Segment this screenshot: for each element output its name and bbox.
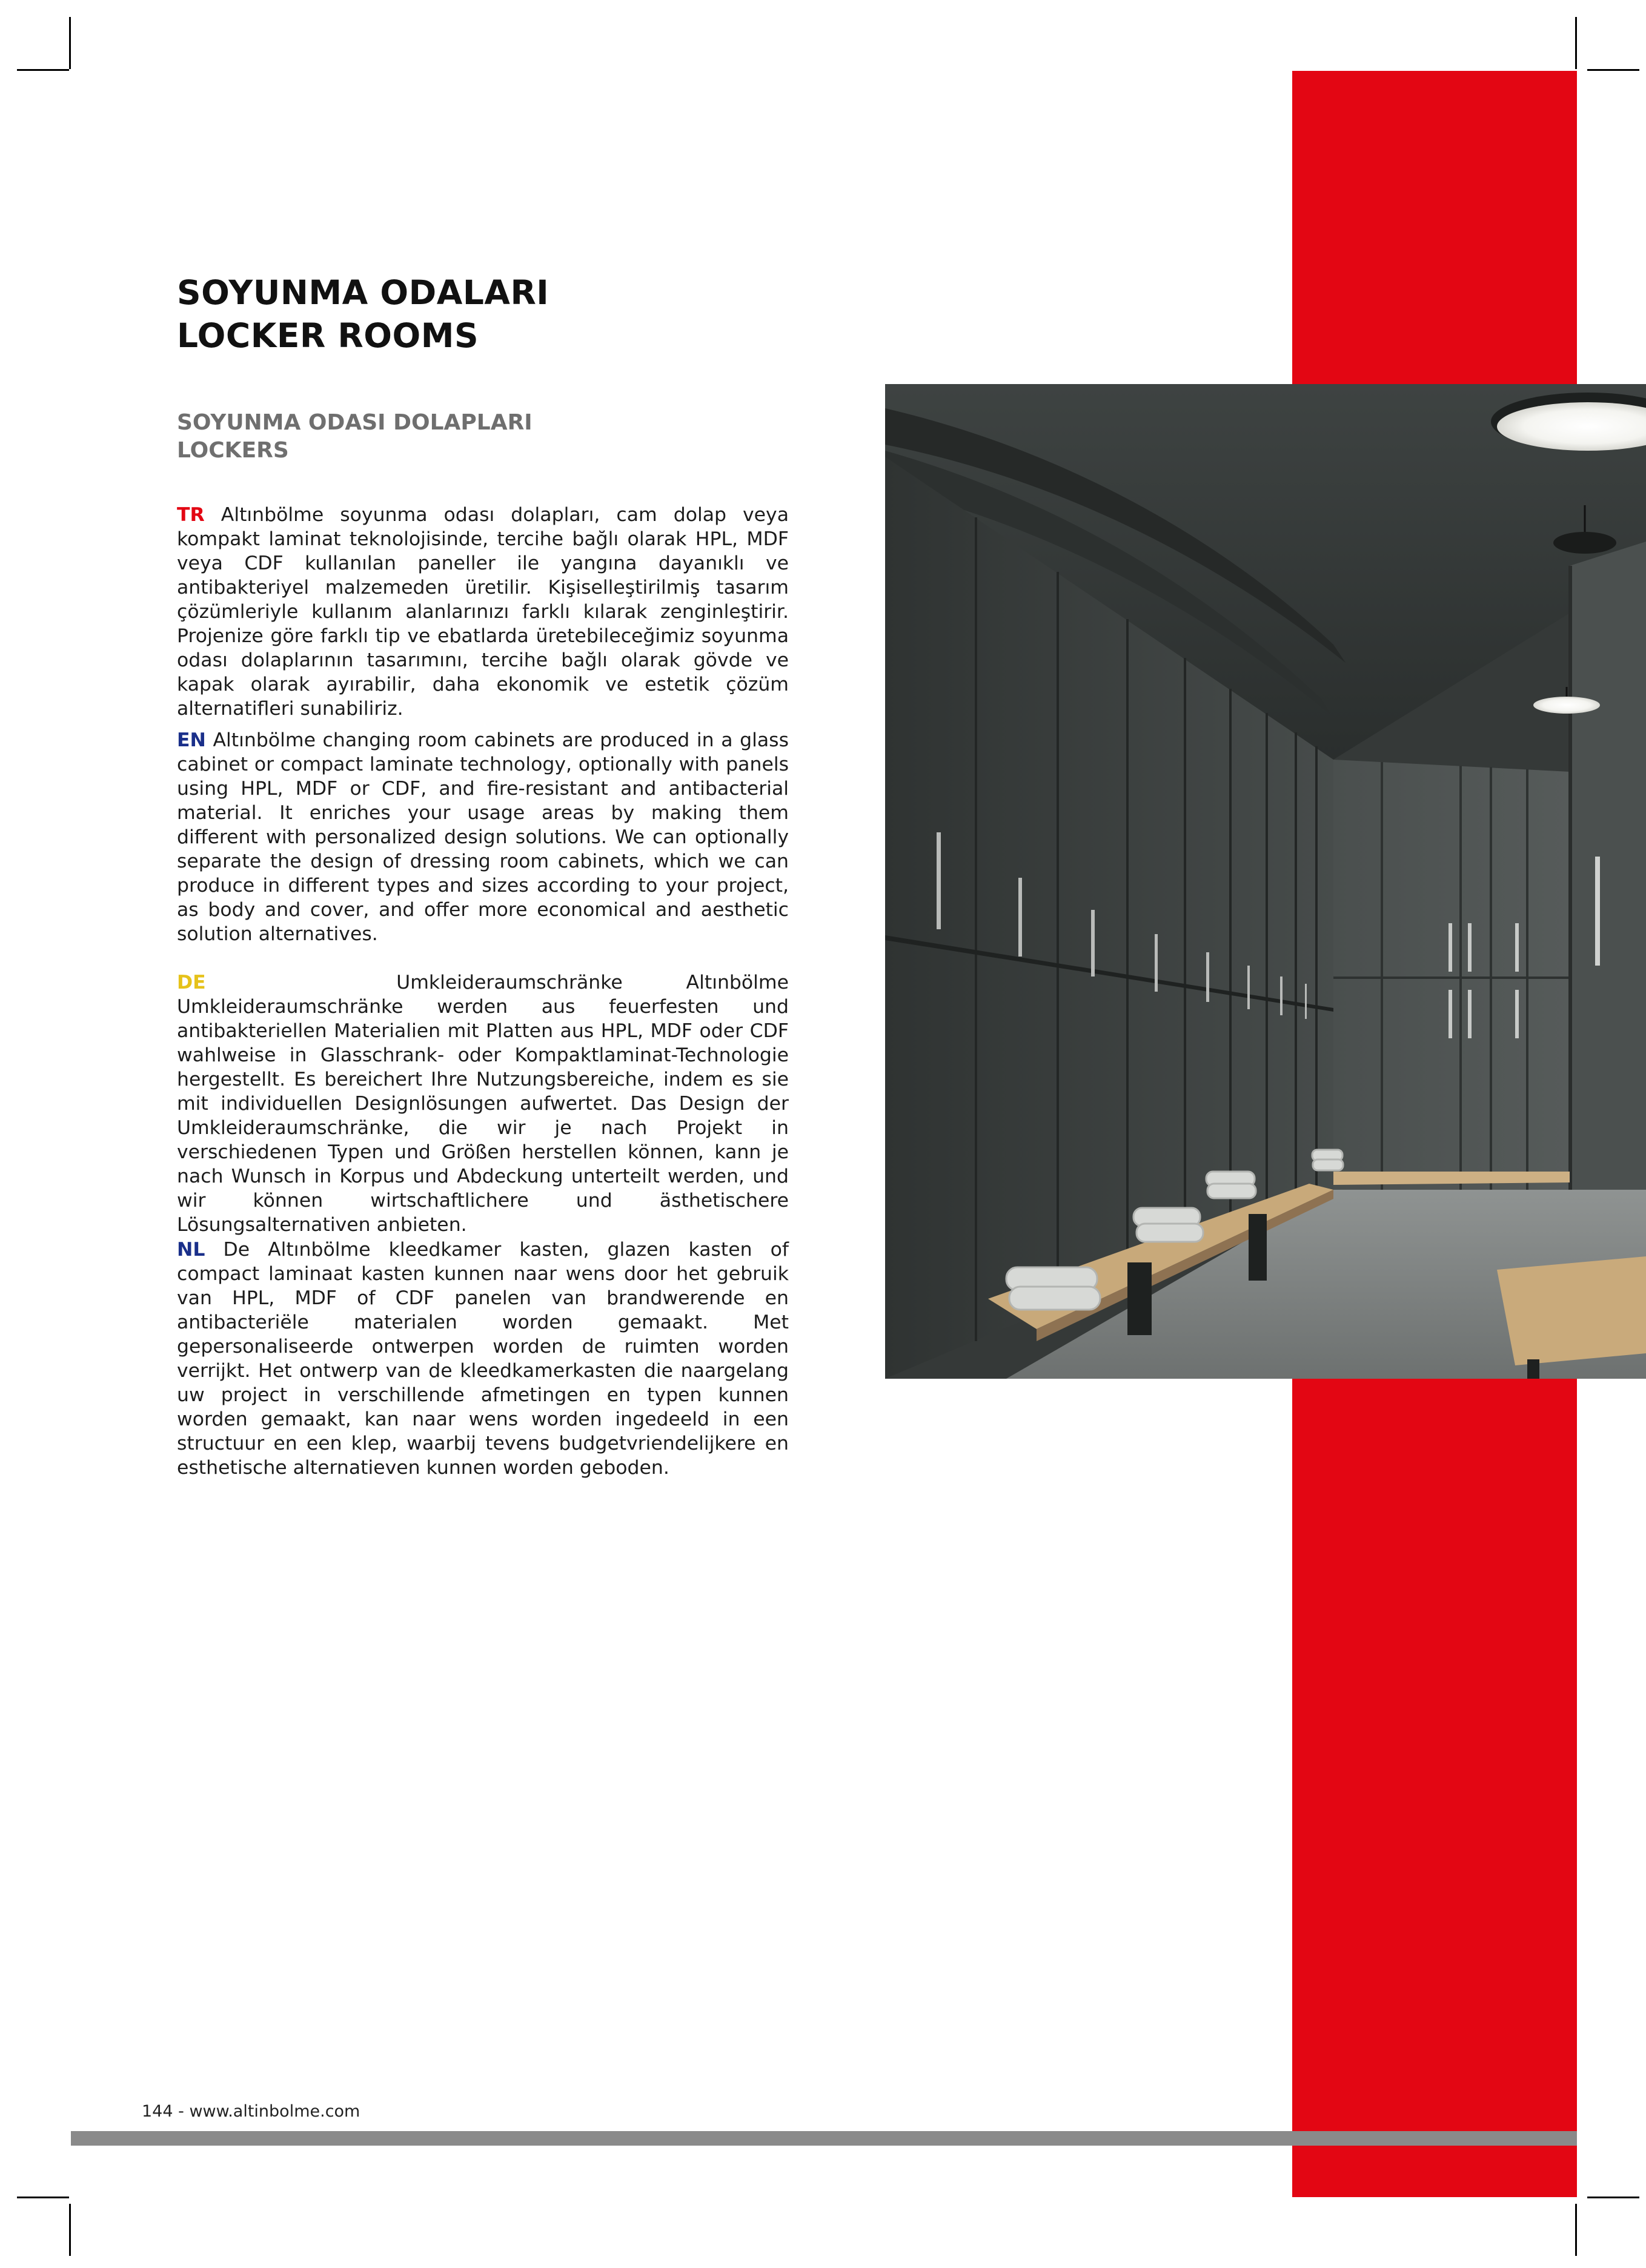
paragraph-tr — [177, 503, 789, 721]
paragraph-text-tr: Altınbölme soyunma odası dolapları, cam dolap veya kompakt laminat teknolojisinde, tercihe bağlı olarak HPL, MDF veya CDF kullanılan paneller ile yangına dayanıklı ve antibakteriyel malzemeden üretilir. Kişiselleştirilmiş tasarım çözümleriyle kullanım alanlarınızı farklı kılarak zenginleştirir. Projenize göre farklı tip ve ebatlarda üretebileceğimiz soyunma odası dolaplarının tasarımını, tercihe bağlı olarak gövde ve kapak olarak ayırabilir, daha ekonomik ve estetik çözüm alternatifleri sunabiliriz. — [177, 504, 789, 720]
title-line-tr: SOYUNMA ODALARI — [177, 273, 549, 312]
section-subtitle — [177, 409, 783, 465]
paragraph-en — [177, 728, 789, 946]
subtitle-line-en: LOCKERS — [177, 438, 289, 463]
paragraph-de — [177, 970, 789, 1237]
crop-mark — [1575, 17, 1577, 69]
crop-mark — [17, 69, 69, 71]
page-title — [177, 271, 843, 357]
locker-room-photo — [885, 384, 1646, 1379]
paragraph-text-nl: De Altınbölme kleedkamer kasten, glazen kasten of compact laminaat kasten kunnen naar wens door het gebruik van HPL, MDF of CDF panelen van brandwerende en antibacteriële materialen worden gemaakt. Met gepersonaliseerde ontwerpen worden de ruimten worden verrijkt. Het ontwerp van de kleedkamerkasten die naargelang uw project in verschillende afmetingen en typen kunnen worden gemaakt, kan naar wens worden ingedeeld in een structuur en een klep, waarbij tevens budgetvriendelijkere en esthetische alternatieven kunnen worden geboden. — [177, 1239, 789, 1479]
paragraph-nl — [177, 1238, 789, 1480]
paragraph-text-de: Umkleideraumschränke Altınbölme Umkleideraumschränke werden aus feuerfesten und antibakteriellen Materialien mit Platten aus HPL, MDF oder CDF wahlweise in Glasschrank- oder Kompaktlaminat-Technologie hergestellt. Es bereichert Ihre Nutzungsbereiche, indem es sie mit individuellen Designlösungen aufwertet. Das Design der Umkleideraumschränke, die wir je nach Projekt in verschiedenen Typen und Größen herstellen können, kann je nach Wunsch in Korpus und Abdeckung unterteilt werden, und wir können wirtschaftlichere und ästhetischere Lösungsalternativen anbieten. — [177, 972, 789, 1236]
title-line-en: LOCKER ROOMS — [177, 316, 479, 355]
crop-mark — [69, 2204, 71, 2256]
language-tag-nl: NL — [177, 1239, 205, 1261]
crop-mark — [1575, 2204, 1577, 2256]
footer-bar — [71, 2131, 1577, 2146]
crop-mark — [69, 17, 71, 69]
subtitle-line-tr: SOYUNMA ODASI DOLAPLARI — [177, 410, 533, 435]
language-tag-en: EN — [177, 729, 206, 751]
language-tag-tr: TR — [177, 504, 205, 526]
locker-room-illustration — [885, 384, 1646, 1379]
paragraph-text-en: Altınbölme changing room cabinets are produced in a glass cabinet or compact laminate technology, optionally with panels using HPL, MDF or CDF, and fire-resistant and antibacterial material. It enriches your usage areas by making them different with personalized design solutions. We can optionally separate the design of dressing room cabinets, which we can produce in different types and sizes according to your project, as body and cover, and offer more economical and aesthetic solution alternatives. — [177, 729, 789, 945]
crop-mark — [17, 2197, 69, 2198]
language-tag-de: DE — [177, 972, 206, 993]
page-number: 144 - www.altinbolme.com — [142, 2102, 360, 2121]
crop-mark — [1587, 2197, 1639, 2198]
crop-mark — [1587, 69, 1639, 71]
